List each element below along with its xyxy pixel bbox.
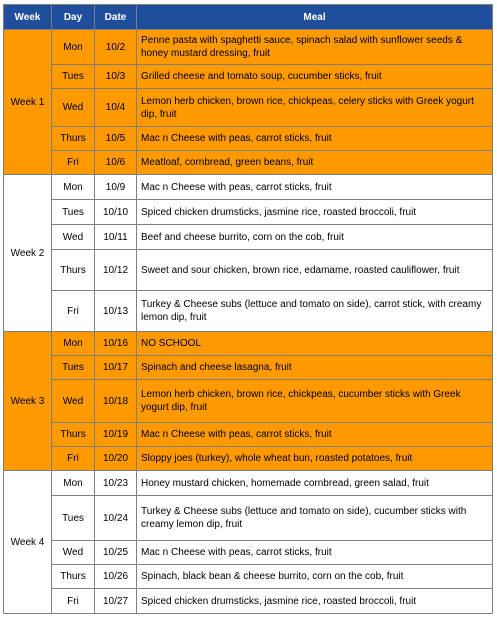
cell-meal: Sloppy joes (turkey), whole wheat bun, roasted potatoes, fruit bbox=[137, 447, 493, 471]
cell-day: Mon bbox=[52, 30, 95, 65]
cell-day: Tues bbox=[52, 65, 95, 89]
week-label: Week 2 bbox=[4, 175, 52, 332]
table-row bbox=[4, 151, 493, 175]
table-row bbox=[4, 200, 493, 225]
table-row bbox=[4, 565, 493, 589]
cell-date: 10/13 bbox=[95, 291, 137, 332]
cell-date: 10/6 bbox=[95, 151, 137, 175]
table-row bbox=[4, 291, 493, 332]
cell-day: Thurs bbox=[52, 565, 95, 589]
cell-meal: NO SCHOOL bbox=[137, 332, 493, 356]
table-row bbox=[4, 65, 493, 89]
cell-day: Mon bbox=[52, 471, 95, 496]
cell-meal: Turkey & Cheese subs (lettuce and tomato on side), carrot stick, with creamy lemon dip, fruit bbox=[137, 291, 493, 332]
cell-meal: Mac n Cheese with peas, carrot sticks, fruit bbox=[137, 127, 493, 151]
table-row bbox=[4, 127, 493, 151]
week-label: Week 3 bbox=[4, 332, 52, 471]
header-week: Week bbox=[4, 5, 52, 30]
cell-meal: Spinach and cheese lasagna, fruit bbox=[137, 356, 493, 380]
cell-day: Mon bbox=[52, 332, 95, 356]
table-row bbox=[4, 496, 493, 541]
cell-date: 10/23 bbox=[95, 471, 137, 496]
cell-date: 10/25 bbox=[95, 541, 137, 565]
cell-date: 10/27 bbox=[95, 589, 137, 614]
cell-date: 10/2 bbox=[95, 30, 137, 65]
table-row bbox=[4, 447, 493, 471]
cell-date: 10/24 bbox=[95, 496, 137, 541]
cell-day: Tues bbox=[52, 200, 95, 225]
table-row bbox=[4, 471, 493, 496]
cell-meal: Grilled cheese and tomato soup, cucumber sticks, fruit bbox=[137, 65, 493, 89]
cell-day: Fri bbox=[52, 447, 95, 471]
table-row bbox=[4, 356, 493, 380]
header-row bbox=[4, 5, 493, 30]
header-day: Day bbox=[52, 5, 95, 30]
table-row bbox=[4, 225, 493, 250]
week-label: Week 1 bbox=[4, 30, 52, 175]
table-row bbox=[4, 423, 493, 447]
table-row bbox=[4, 589, 493, 614]
cell-day: Wed bbox=[52, 541, 95, 565]
cell-date: 10/26 bbox=[95, 565, 137, 589]
cell-meal: Lemon herb chicken, brown rice, chickpeas, cucumber sticks with Greek yogurt dip, fruit bbox=[137, 380, 493, 423]
cell-day: Thurs bbox=[52, 423, 95, 447]
cell-meal: Lemon herb chicken, brown rice, chickpeas, celery sticks with Greek yogurt dip, fruit bbox=[137, 89, 493, 127]
table-row bbox=[4, 30, 493, 65]
cell-date: 10/3 bbox=[95, 65, 137, 89]
header-date: Date bbox=[95, 5, 137, 30]
cell-meal: Sweet and sour chicken, brown rice, edamame, roasted cauliflower, fruit bbox=[137, 250, 493, 291]
cell-day: Wed bbox=[52, 225, 95, 250]
cell-day: Wed bbox=[52, 380, 95, 423]
week-label: Week 4 bbox=[4, 471, 52, 614]
cell-date: 10/10 bbox=[95, 200, 137, 225]
cell-meal: Spinach, black bean & cheese burrito, corn on the cob, fruit bbox=[137, 565, 493, 589]
cell-meal: Honey mustard chicken, homemade cornbread, green salad, fruit bbox=[137, 471, 493, 496]
cell-meal: Meatloaf, cornbread, green beans, fruit bbox=[137, 151, 493, 175]
cell-meal: Turkey & Cheese subs (lettuce and tomato on side), cucumber sticks with creamy lemon dip, fruit bbox=[137, 496, 493, 541]
header-meal: Meal bbox=[137, 5, 493, 30]
cell-date: 10/20 bbox=[95, 447, 137, 471]
table-row bbox=[4, 175, 493, 200]
cell-meal: Spiced chicken drumsticks, jasmine rice, roasted broccoli, fruit bbox=[137, 589, 493, 614]
cell-date: 10/9 bbox=[95, 175, 137, 200]
cell-meal: Penne pasta with spaghetti sauce, spinach salad with sunflower seeds & honey mustard dressing, fruit bbox=[137, 30, 493, 65]
lunch-menu-container bbox=[3, 4, 493, 614]
cell-day: Fri bbox=[52, 151, 95, 175]
cell-day: Wed bbox=[52, 89, 95, 127]
cell-date: 10/12 bbox=[95, 250, 137, 291]
menu-body bbox=[4, 30, 493, 614]
lunch-menu-table bbox=[3, 4, 493, 614]
table-row bbox=[4, 250, 493, 291]
cell-meal: Mac n Cheese with peas, carrot sticks, fruit bbox=[137, 175, 493, 200]
cell-day: Fri bbox=[52, 291, 95, 332]
cell-meal: Spiced chicken drumsticks, jasmine rice, roasted broccoli, fruit bbox=[137, 200, 493, 225]
cell-date: 10/19 bbox=[95, 423, 137, 447]
table-row bbox=[4, 541, 493, 565]
cell-date: 10/18 bbox=[95, 380, 137, 423]
cell-day: Thurs bbox=[52, 127, 95, 151]
table-row bbox=[4, 89, 493, 127]
cell-date: 10/5 bbox=[95, 127, 137, 151]
cell-date: 10/4 bbox=[95, 89, 137, 127]
cell-day: Tues bbox=[52, 496, 95, 541]
cell-date: 10/16 bbox=[95, 332, 137, 356]
cell-meal: Mac n Cheese with peas, carrot sticks, fruit bbox=[137, 541, 493, 565]
cell-day: Mon bbox=[52, 175, 95, 200]
cell-meal: Beef and cheese burrito, corn on the cob, fruit bbox=[137, 225, 493, 250]
table-row bbox=[4, 332, 493, 356]
cell-date: 10/11 bbox=[95, 225, 137, 250]
cell-day: Fri bbox=[52, 589, 95, 614]
table-row bbox=[4, 380, 493, 423]
cell-day: Tues bbox=[52, 356, 95, 380]
cell-day: Thurs bbox=[52, 250, 95, 291]
cell-date: 10/17 bbox=[95, 356, 137, 380]
cell-meal: Mac n Cheese with peas, carrot sticks, fruit bbox=[137, 423, 493, 447]
